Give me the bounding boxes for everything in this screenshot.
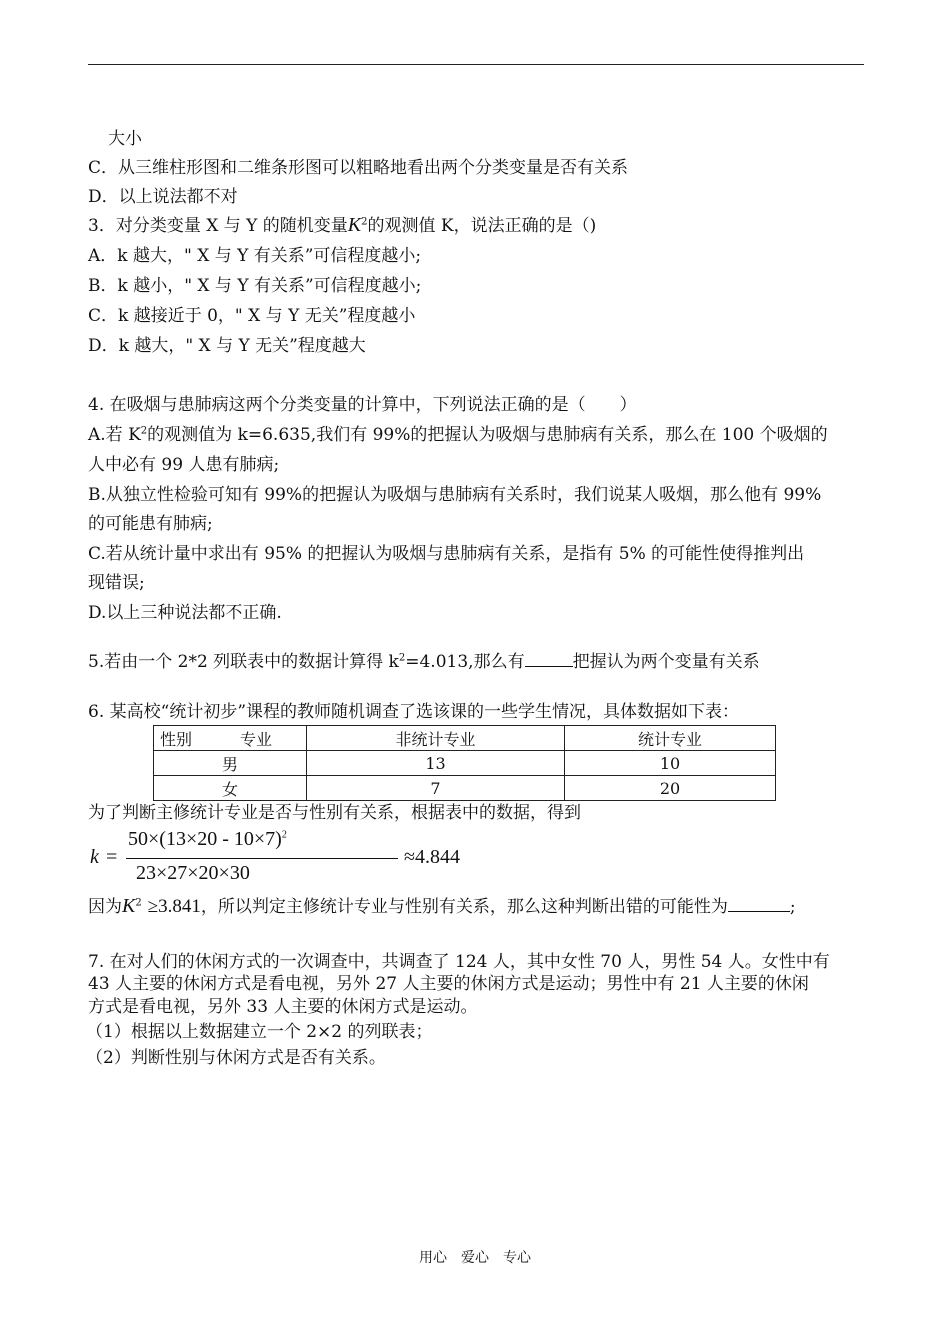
concl-b: ≥3.841 (147, 896, 201, 917)
q2-option-d: D．以上说法都不对 (88, 187, 238, 207)
numerator-text: 50×(13×20 - 10×7) (128, 828, 282, 850)
q5-post: 把握认为两个变量有关系 (572, 652, 760, 672)
table-cell: 13 (307, 751, 565, 776)
q3-option-d: D．k 越大，" X 与 Y 无关”程度越大 (88, 336, 366, 356)
q7-part2: （2）判断性别与休闲方式是否有关系。 (86, 1048, 386, 1068)
table-header-cell: 非统计专业 (307, 726, 565, 751)
q4-option-b-line2: 的可能患有肺病; (88, 514, 213, 534)
q3-stem (88, 214, 596, 237)
table-cell: 7 (307, 776, 565, 801)
formula-equals: = (106, 846, 118, 868)
table-cell: 20 (565, 776, 776, 801)
table-header-row (154, 726, 776, 751)
q3-option-a: A．k 越大，" X 与 Y 有关系”可信程度越小; (88, 246, 422, 266)
q3-k-symbol: K (347, 214, 362, 236)
q7-line2: 43 人主要的休闲方式是看电视，另外 27 人主要的休闲方式是运动；男性中有 21 人主要的休闲 (88, 974, 809, 994)
q3-stem-a: 3．对分类变量 X 与 Y 的随机变量 (88, 216, 348, 236)
q5-answer-blank[interactable] (525, 650, 573, 667)
formula-denominator: 23×27×20×30 (136, 862, 250, 884)
table-cell: 男 (154, 751, 307, 776)
header-rule (88, 64, 864, 65)
q6-stem: 6. 某高校“统计初步”课程的教师随机调查了选该课的一些学生情况，具体数据如下表： (88, 702, 740, 722)
formula-numerator (128, 828, 287, 851)
q6-data-table (153, 725, 776, 801)
q4-stem: 4. 在吸烟与患肺病这两个分类变量的计算中，下列说法正确的是（ ） (88, 395, 637, 415)
q4-a-exp: 2 (140, 425, 148, 437)
q5-pre: 5.若由一个 2*2 列联表中的数据计算得 k (88, 652, 399, 672)
q3-option-b: B．k 越小，" X 与 Y 有关系”可信程度越小; (88, 276, 422, 296)
q2-option-c: C．从三维柱形图和二维条形图可以粗略地看出两个分类变量是否有关系 (88, 158, 629, 178)
concl-k: K (122, 895, 136, 917)
q6-after-table: 为了判断主修统计专业是否与性别有关系，根据表中的数据，得到 (88, 803, 581, 823)
q5-mid: =4.013,那么有 (405, 652, 525, 672)
q7-line1: 7. 在对人们的休闲方式的一次调查中，共调查了 124 人，其中女性 70 人，男性 54 人。女性中有 (88, 952, 830, 972)
q4-option-b-line1: B.从独立性检验可知有 99%的把握认为吸烟与患肺病有关系时，我们说某人吸烟，那么他有 99% (88, 485, 822, 505)
q2-continuation: 大小 (108, 129, 142, 149)
table-row (154, 751, 776, 776)
table-cell: 10 (565, 751, 776, 776)
q4-a-pre: A.若 K (88, 425, 141, 445)
q4-option-c-line2: 现错误; (88, 573, 145, 593)
q4-option-c-line1: C.若从统计量中求出有 95% 的把握认为吸烟与患肺病有关系，是指有 5% 的可能性使得推判出 (88, 544, 805, 564)
table-cell: 女 (154, 776, 307, 801)
q6-answer-blank[interactable] (728, 895, 790, 912)
concl-exp: 2 (135, 897, 142, 909)
q5-exp: 2 (398, 652, 406, 664)
formula-approx: ≈4.844 (404, 846, 460, 868)
table-header-cell: 统计专业 (565, 726, 776, 751)
q3-stem-b: 的观测值 K，说法正确的是（) (367, 216, 597, 236)
q4-option-d: D.以上三种说法都不正确. (88, 603, 282, 623)
table-header-cell: 性别 专业 (154, 726, 307, 751)
q4-a-post: 的观测值为 k=6.635,我们有 99%的把握认为吸烟与患肺病有关系，那么在 100 个吸烟的 (147, 425, 828, 445)
fraction-bar (126, 858, 398, 859)
page-footer: 用心 爱心 专心 (419, 1250, 531, 1266)
q6-formula (88, 828, 460, 888)
table-row (154, 776, 776, 801)
q5-stem (88, 650, 760, 673)
q3-option-c: C．k 越接近于 0，" X 与 Y 无关”程度越小 (88, 306, 416, 326)
concl-end: ; (789, 897, 796, 917)
q3-k-exp: 2 (361, 216, 368, 228)
formula-k: k (90, 846, 99, 868)
q4-option-a-line2: 人中必有 99 人患有肺病; (88, 455, 280, 475)
numerator-exp: 2 (281, 829, 287, 841)
q4-option-a-line1 (88, 424, 828, 446)
concl-a: 因为 (88, 897, 122, 917)
q7-line3: 方式是看电视，另外 33 人主要的休闲方式是运动。 (88, 997, 478, 1017)
q6-conclusion (88, 895, 796, 918)
concl-c: ，所以判定主修统计专业与性别有关系，那么这种判断出错的可能性为 (200, 897, 728, 917)
q7-part1: （1）根据以上数据建立一个 2×2 的列联表； (86, 1022, 433, 1042)
